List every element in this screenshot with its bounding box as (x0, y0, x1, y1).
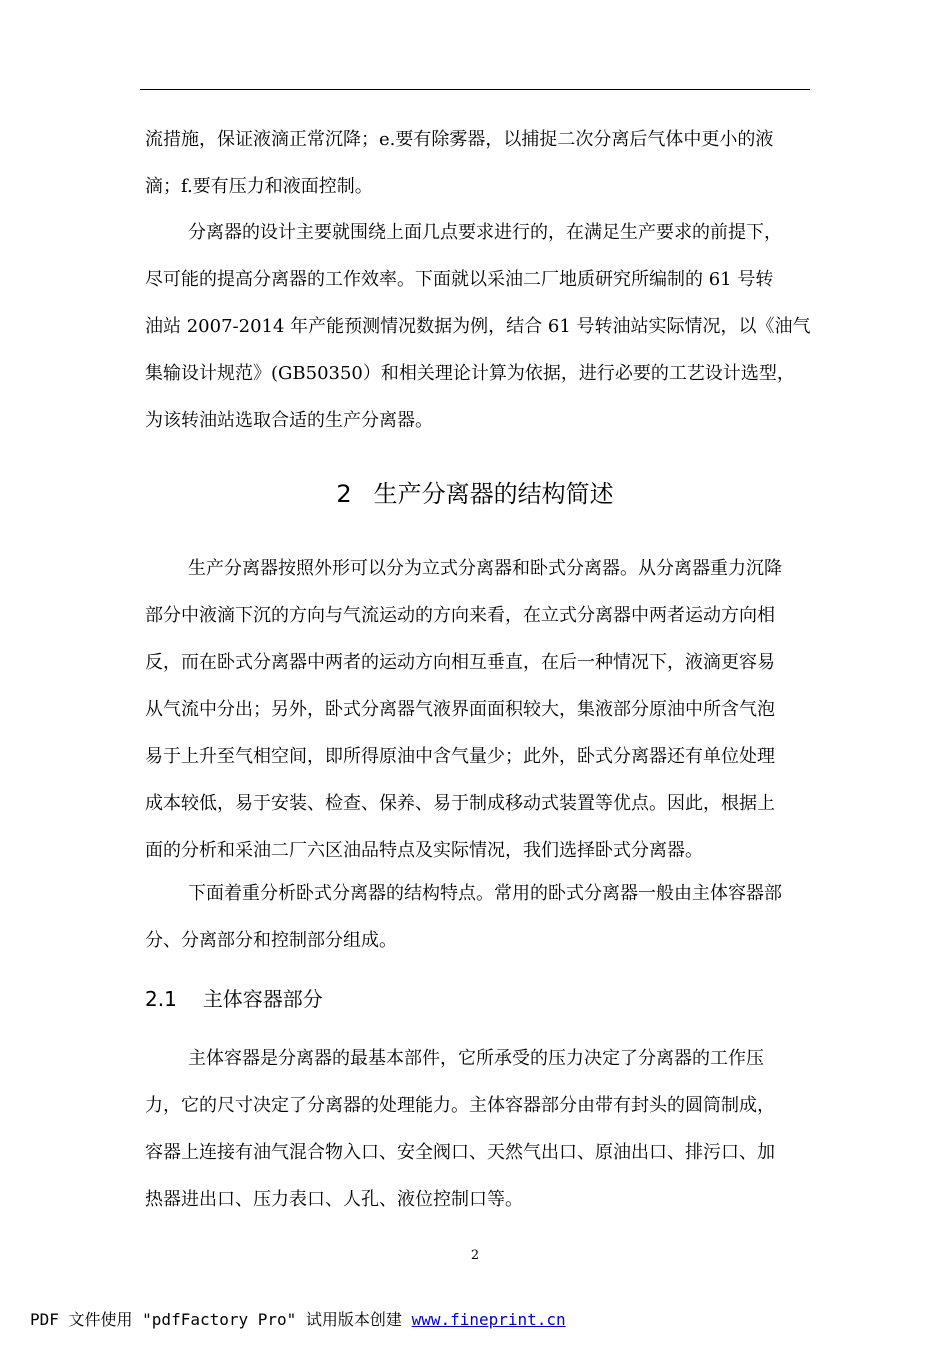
text-line: 流措施，保证液滴正常沉降；e.要有除雾器，以捕捉二次分离后气体中更小的液 (145, 129, 774, 150)
footer-link[interactable]: www.fineprint.cn (411, 1310, 566, 1329)
footer-text: PDF 文件使用 "pdfFactory Pro" 试用版本创建 (30, 1310, 412, 1329)
page-number: 2 (470, 1248, 480, 1263)
paragraph-5 (145, 1035, 815, 1223)
text-line: 生产分离器按照外形可以分为立式分离器和卧式分离器。从分离器重力沉降 (188, 558, 782, 579)
paragraph-3 (145, 545, 815, 874)
paragraph-2 (145, 209, 815, 444)
text-line: 分离器的设计主要就围绕上面几点要求进行的，在满足生产要求的前提下， (188, 222, 782, 243)
text-line: 集输设计规范》(GB50350）和相关理论计算为依据，进行必要的工艺设计选型， (145, 363, 795, 384)
text-line: 部分中液滴下沉的方向与气流运动的方向来看，在立式分离器中两者运动方向相 (145, 605, 775, 626)
paragraph-1 (145, 116, 815, 210)
pdf-footer (30, 1307, 566, 1330)
text-line: 反，而在卧式分离器中两者的运动方向相互垂直，在后一种情况下，液滴更容易 (145, 652, 775, 673)
header-rule (140, 89, 810, 90)
section-number: 2 (336, 480, 352, 508)
text-line: 力，它的尺寸决定了分离器的处理能力。主体容器部分由带有封头的圆筒制成， (145, 1095, 775, 1116)
text-line: 从气流中分出；另外，卧式分离器气液界面面积较大，集液部分原油中所含气泡 (145, 699, 775, 720)
text-line: 滴；f.要有压力和液面控制。 (145, 176, 373, 197)
text-line: 为该转油站选取合适的生产分离器。 (145, 410, 433, 431)
text-line: 容器上连接有油气混合物入口、安全阀口、天然气出口、原油出口、排污口、加 (145, 1142, 775, 1163)
text-line: 主体容器是分离器的最基本部件，它所承受的压力决定了分离器的工作压 (188, 1048, 764, 1069)
text-line: 尽可能的提高分离器的工作效率。下面就以采油二厂地质研究所编制的 61 号转 (145, 269, 774, 290)
text-line: 热器进出口、压力表口、人孔、液位控制口等。 (145, 1189, 523, 1210)
subsection-title: 主体容器部分 (202, 987, 323, 1011)
text-line: 分、分离部分和控制部分组成。 (145, 930, 397, 951)
text-line: 面的分析和采油二厂六区油品特点及实际情况，我们选择卧式分离器。 (145, 840, 703, 861)
text-line: 油站 2007-2014 年产能预测情况数据为例，结合 61 号转油站实际情况，以《油气 (145, 316, 811, 337)
text-line: 下面着重分析卧式分离器的结构特点。常用的卧式分离器一般由主体容器部 (188, 883, 782, 904)
text-line: 易于上升至气相空间，即所得原油中含气量少；此外，卧式分离器还有单位处理 (145, 746, 775, 767)
text-line: 成本较低，易于安装、检查、保养、易于制成移动式装置等优点。因此，根据上 (145, 793, 775, 814)
section-heading (0, 474, 950, 509)
paragraph-4 (145, 870, 815, 964)
subsection-heading (145, 983, 323, 1012)
subsection-number: 2.1 (145, 987, 177, 1011)
section-title: 生产分离器的结构简述 (373, 480, 614, 508)
